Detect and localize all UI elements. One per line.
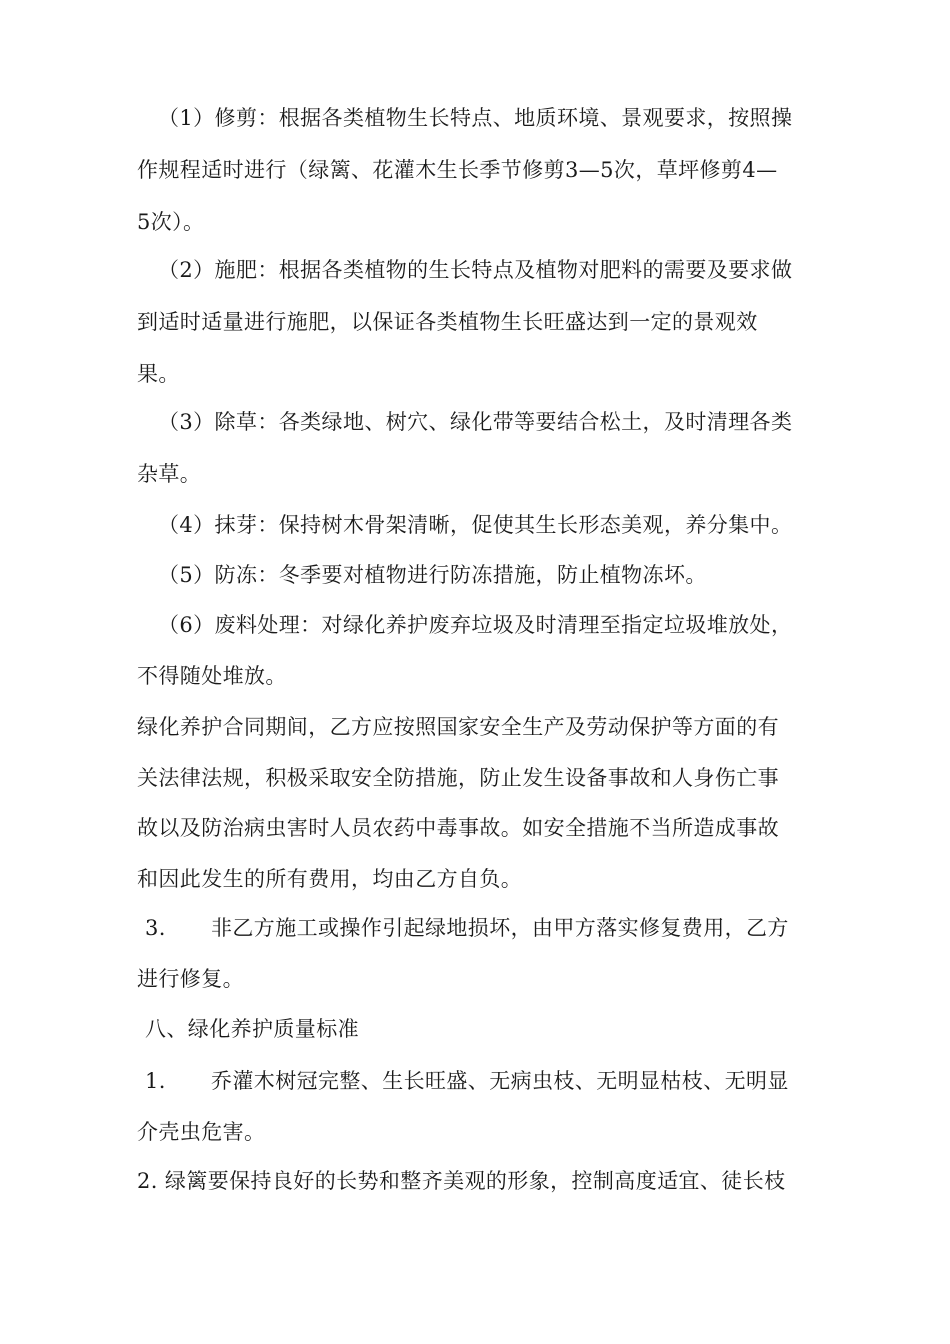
list-number: 1. [145, 1069, 166, 1093]
text-line: 关法律法规，积极采取安全防措施，防止发生设备事故和人身伤亡事 [137, 766, 779, 790]
text-line: 杂草。 [137, 462, 202, 486]
text-line: 果。 [137, 362, 180, 386]
section-heading: 八、绿化养护质量标准 [145, 1017, 359, 1041]
text-line: 不得随处堆放。 [137, 664, 287, 688]
list-item-3 [145, 915, 845, 941]
list-number: 3. [145, 916, 166, 940]
text-line: 2. 绿篱要保持良好的长势和整齐美观的形象，控制高度适宜、徒长枝 [137, 1169, 786, 1193]
text-line: （3）除草：各类绿地、树穴、绿化带等要结合松土，及时清理各类 [158, 410, 793, 434]
text-line: （4）抹芽：保持树木骨架清晰，促使其生长形态美观，养分集中。 [158, 513, 793, 537]
text-line: （1）修剪：根据各类植物生长特点、地质环境、景观要求，按照操 [158, 106, 793, 130]
text-line: （5）防冻：冬季要对植物进行防冻措施，防止植物冻坏。 [158, 563, 707, 587]
text-line: 5次）。 [137, 210, 205, 234]
list-item-1 [145, 1068, 845, 1094]
text-line: （6）废料处理：对绿化养护废弃垃圾及时清理至指定垃圾堆放处， [158, 613, 793, 637]
text-line: 进行修复。 [137, 967, 244, 991]
text-line: 作规程适时进行（绿篱、花灌木生长季节修剪3—5次，草坪修剪4— [137, 158, 778, 182]
text-line: 绿化养护合同期间，乙方应按照国家安全生产及劳动保护等方面的有 [137, 715, 779, 739]
text-line: 介壳虫危害。 [137, 1120, 266, 1144]
text-line: 非乙方施工或操作引起绿地损坏，由甲方落实修复费用，乙方 [211, 916, 789, 940]
text-line: 故以及防治病虫害时人员农药中毒事故。如安全措施不当所造成事故 [137, 816, 779, 840]
text-line: 到适时适量进行施肥，以保证各类植物生长旺盛达到一定的景观效 [137, 310, 758, 334]
text-line: （2）施肥：根据各类植物的生长特点及植物对肥料的需要及要求做 [158, 258, 793, 282]
text-line: 乔灌木树冠完整、生长旺盛、无病虫枝、无明显枯枝、无明显 [211, 1069, 789, 1093]
text-line: 和因此发生的所有费用，均由乙方自负。 [137, 867, 523, 891]
